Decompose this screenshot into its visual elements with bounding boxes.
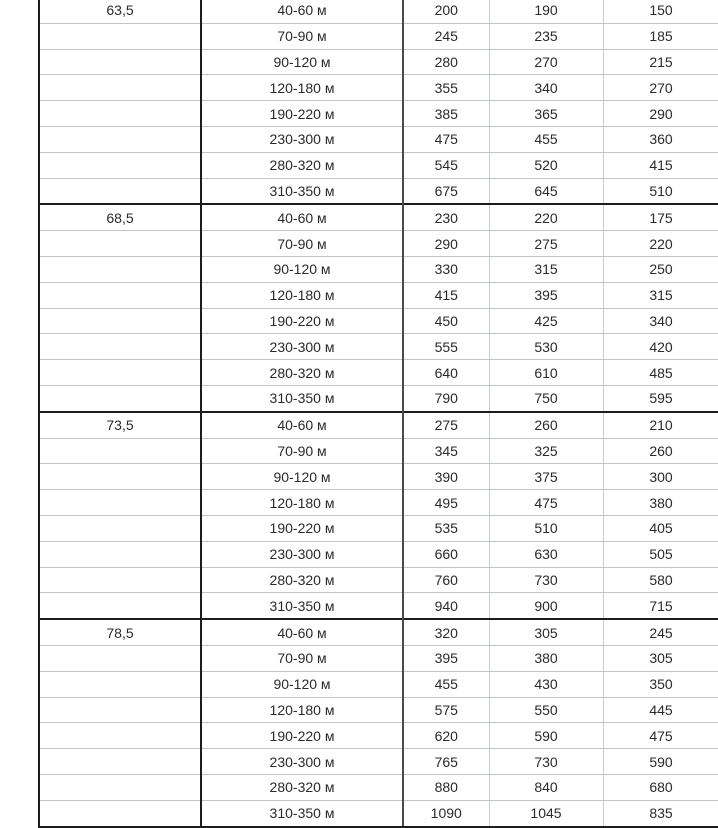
- price-col-3-cell: 350: [603, 671, 718, 697]
- price-col-2-cell: 530: [489, 334, 603, 360]
- length-range-cell: 310-350 м: [201, 800, 403, 826]
- price-col-1-cell: 940: [403, 593, 489, 619]
- price-col-1-cell: 345: [403, 438, 489, 464]
- diameter-cell: [39, 23, 201, 49]
- price-col-1-cell: 535: [403, 515, 489, 541]
- price-col-2-cell: 1045: [489, 800, 603, 826]
- price-col-2-cell: 630: [489, 541, 603, 567]
- price-col-2-cell: 510: [489, 515, 603, 541]
- diameter-cell: [39, 593, 201, 619]
- price-col-3-cell: 305: [603, 645, 718, 671]
- diameter-cell: [39, 49, 201, 75]
- table-row: [39, 385, 718, 411]
- price-col-2-cell: 750: [489, 385, 603, 411]
- table-row: [39, 490, 718, 516]
- diameter-cell: [39, 464, 201, 490]
- table-row: [39, 619, 718, 645]
- table-row: [39, 231, 718, 257]
- length-range-cell: 310-350 м: [201, 178, 403, 204]
- length-range-cell: 120-180 м: [201, 282, 403, 308]
- length-range-cell: 230-300 м: [201, 749, 403, 775]
- price-col-3-cell: 485: [603, 360, 718, 386]
- price-col-2-cell: 610: [489, 360, 603, 386]
- price-col-2-cell: 590: [489, 723, 603, 749]
- price-col-3-cell: 210: [603, 412, 718, 438]
- price-col-2-cell: 380: [489, 645, 603, 671]
- table-row: [39, 438, 718, 464]
- diameter-cell: [39, 800, 201, 826]
- length-range-cell: 280-320 м: [201, 567, 403, 593]
- price-col-3-cell: 405: [603, 515, 718, 541]
- table-row: [39, 593, 718, 619]
- price-col-2-cell: 430: [489, 671, 603, 697]
- price-table-container: [38, 0, 718, 828]
- diameter-cell: [39, 178, 201, 204]
- price-col-1-cell: 280: [403, 49, 489, 75]
- price-col-3-cell: 175: [603, 204, 718, 230]
- price-col-3-cell: 835: [603, 800, 718, 826]
- diameter-cell: [39, 723, 201, 749]
- price-col-2-cell: 395: [489, 282, 603, 308]
- table-row: [39, 282, 718, 308]
- length-range-cell: 190-220 м: [201, 101, 403, 127]
- length-range-cell: 120-180 м: [201, 75, 403, 101]
- price-col-3-cell: 505: [603, 541, 718, 567]
- price-col-1-cell: 555: [403, 334, 489, 360]
- diameter-cell: 63,5: [39, 0, 201, 23]
- length-range-cell: 90-120 м: [201, 256, 403, 282]
- diameter-cell: [39, 490, 201, 516]
- length-range-cell: 90-120 м: [201, 49, 403, 75]
- table-row: [39, 126, 718, 152]
- price-col-3-cell: 715: [603, 593, 718, 619]
- length-range-cell: 40-60 м: [201, 619, 403, 645]
- price-col-2-cell: 235: [489, 23, 603, 49]
- table-row: [39, 749, 718, 775]
- diameter-cell: 73,5: [39, 412, 201, 438]
- diameter-cell: [39, 231, 201, 257]
- price-col-3-cell: 380: [603, 490, 718, 516]
- price-col-2-cell: 730: [489, 567, 603, 593]
- length-range-cell: 230-300 м: [201, 126, 403, 152]
- price-col-3-cell: 415: [603, 152, 718, 178]
- price-col-1-cell: 765: [403, 749, 489, 775]
- table-row: [39, 464, 718, 490]
- price-col-1-cell: 880: [403, 774, 489, 800]
- diameter-cell: 68,5: [39, 204, 201, 230]
- length-range-cell: 70-90 м: [201, 645, 403, 671]
- price-table: [38, 0, 718, 828]
- price-col-1-cell: 790: [403, 385, 489, 411]
- diameter-cell: [39, 101, 201, 127]
- price-col-3-cell: 595: [603, 385, 718, 411]
- price-col-3-cell: 510: [603, 178, 718, 204]
- table-row: [39, 723, 718, 749]
- diameter-cell: [39, 360, 201, 386]
- price-col-1-cell: 390: [403, 464, 489, 490]
- table-row: [39, 49, 718, 75]
- diameter-cell: [39, 256, 201, 282]
- price-col-2-cell: 520: [489, 152, 603, 178]
- diameter-cell: [39, 645, 201, 671]
- diameter-cell: [39, 671, 201, 697]
- price-col-1-cell: 760: [403, 567, 489, 593]
- diameter-cell: [39, 308, 201, 334]
- price-col-3-cell: 680: [603, 774, 718, 800]
- length-range-cell: 230-300 м: [201, 334, 403, 360]
- price-col-2-cell: 425: [489, 308, 603, 334]
- diameter-cell: [39, 697, 201, 723]
- price-col-2-cell: 275: [489, 231, 603, 257]
- table-row: [39, 541, 718, 567]
- price-col-1-cell: 290: [403, 231, 489, 257]
- price-col-2-cell: 270: [489, 49, 603, 75]
- price-col-3-cell: 360: [603, 126, 718, 152]
- table-row: [39, 308, 718, 334]
- table-row: [39, 412, 718, 438]
- length-range-cell: 40-60 м: [201, 0, 403, 23]
- length-range-cell: 310-350 м: [201, 593, 403, 619]
- price-col-1-cell: 660: [403, 541, 489, 567]
- price-col-1-cell: 395: [403, 645, 489, 671]
- price-col-1-cell: 455: [403, 671, 489, 697]
- price-col-2-cell: 315: [489, 256, 603, 282]
- length-range-cell: 40-60 м: [201, 204, 403, 230]
- diameter-cell: [39, 438, 201, 464]
- table-row: [39, 697, 718, 723]
- price-table-body: [39, 0, 718, 827]
- price-col-2-cell: 220: [489, 204, 603, 230]
- price-col-3-cell: 315: [603, 282, 718, 308]
- length-range-cell: 280-320 м: [201, 152, 403, 178]
- price-col-1-cell: 495: [403, 490, 489, 516]
- diameter-cell: [39, 334, 201, 360]
- price-col-3-cell: 420: [603, 334, 718, 360]
- length-range-cell: 120-180 м: [201, 697, 403, 723]
- diameter-cell: [39, 385, 201, 411]
- price-col-1-cell: 575: [403, 697, 489, 723]
- price-col-1-cell: 245: [403, 23, 489, 49]
- diameter-cell: [39, 774, 201, 800]
- price-col-2-cell: 305: [489, 619, 603, 645]
- diameter-cell: [39, 126, 201, 152]
- price-col-2-cell: 260: [489, 412, 603, 438]
- length-range-cell: 70-90 м: [201, 23, 403, 49]
- length-range-cell: 40-60 м: [201, 412, 403, 438]
- price-col-1-cell: 640: [403, 360, 489, 386]
- price-col-3-cell: 260: [603, 438, 718, 464]
- price-col-3-cell: 245: [603, 619, 718, 645]
- diameter-cell: 78,5: [39, 619, 201, 645]
- price-col-3-cell: 150: [603, 0, 718, 23]
- price-col-1-cell: 230: [403, 204, 489, 230]
- price-col-1-cell: 545: [403, 152, 489, 178]
- diameter-cell: [39, 749, 201, 775]
- price-col-2-cell: 325: [489, 438, 603, 464]
- length-range-cell: 310-350 м: [201, 385, 403, 411]
- price-col-1-cell: 620: [403, 723, 489, 749]
- length-range-cell: 120-180 м: [201, 490, 403, 516]
- price-col-3-cell: 220: [603, 231, 718, 257]
- price-col-2-cell: 455: [489, 126, 603, 152]
- diameter-cell: [39, 515, 201, 541]
- table-row: [39, 23, 718, 49]
- price-col-1-cell: 675: [403, 178, 489, 204]
- price-col-1-cell: 415: [403, 282, 489, 308]
- price-col-2-cell: 190: [489, 0, 603, 23]
- table-row: [39, 645, 718, 671]
- table-row: [39, 515, 718, 541]
- length-range-cell: 90-120 м: [201, 464, 403, 490]
- length-range-cell: 190-220 м: [201, 515, 403, 541]
- length-range-cell: 280-320 м: [201, 774, 403, 800]
- table-row: [39, 101, 718, 127]
- price-col-2-cell: 730: [489, 749, 603, 775]
- price-col-3-cell: 250: [603, 256, 718, 282]
- length-range-cell: 280-320 м: [201, 360, 403, 386]
- price-col-2-cell: 550: [489, 697, 603, 723]
- length-range-cell: 230-300 м: [201, 541, 403, 567]
- table-row: [39, 671, 718, 697]
- price-col-1-cell: 355: [403, 75, 489, 101]
- diameter-cell: [39, 282, 201, 308]
- price-col-3-cell: 290: [603, 101, 718, 127]
- price-col-1-cell: 385: [403, 101, 489, 127]
- price-col-2-cell: 375: [489, 464, 603, 490]
- price-col-2-cell: 340: [489, 75, 603, 101]
- table-row: [39, 800, 718, 826]
- length-range-cell: 70-90 м: [201, 438, 403, 464]
- table-row: [39, 360, 718, 386]
- diameter-cell: [39, 541, 201, 567]
- price-col-2-cell: 900: [489, 593, 603, 619]
- length-range-cell: 90-120 м: [201, 671, 403, 697]
- diameter-cell: [39, 152, 201, 178]
- price-col-3-cell: 185: [603, 23, 718, 49]
- price-col-3-cell: 215: [603, 49, 718, 75]
- table-row: [39, 178, 718, 204]
- price-col-1-cell: 1090: [403, 800, 489, 826]
- table-row: [39, 204, 718, 230]
- price-col-2-cell: 840: [489, 774, 603, 800]
- price-col-3-cell: 270: [603, 75, 718, 101]
- price-col-2-cell: 475: [489, 490, 603, 516]
- price-col-2-cell: 365: [489, 101, 603, 127]
- length-range-cell: 190-220 м: [201, 308, 403, 334]
- diameter-cell: [39, 567, 201, 593]
- price-col-1-cell: 450: [403, 308, 489, 334]
- price-col-1-cell: 330: [403, 256, 489, 282]
- price-col-3-cell: 475: [603, 723, 718, 749]
- price-col-1-cell: 275: [403, 412, 489, 438]
- length-range-cell: 70-90 м: [201, 231, 403, 257]
- table-row: [39, 567, 718, 593]
- table-row: [39, 256, 718, 282]
- diameter-cell: [39, 75, 201, 101]
- table-row: [39, 774, 718, 800]
- table-row: [39, 334, 718, 360]
- table-row: [39, 75, 718, 101]
- price-col-3-cell: 445: [603, 697, 718, 723]
- table-row: [39, 152, 718, 178]
- price-col-3-cell: 580: [603, 567, 718, 593]
- price-col-3-cell: 590: [603, 749, 718, 775]
- length-range-cell: 190-220 м: [201, 723, 403, 749]
- price-col-1-cell: 200: [403, 0, 489, 23]
- price-col-1-cell: 475: [403, 126, 489, 152]
- price-col-3-cell: 340: [603, 308, 718, 334]
- price-col-1-cell: 320: [403, 619, 489, 645]
- price-col-2-cell: 645: [489, 178, 603, 204]
- table-row: [39, 0, 718, 23]
- price-col-3-cell: 300: [603, 464, 718, 490]
